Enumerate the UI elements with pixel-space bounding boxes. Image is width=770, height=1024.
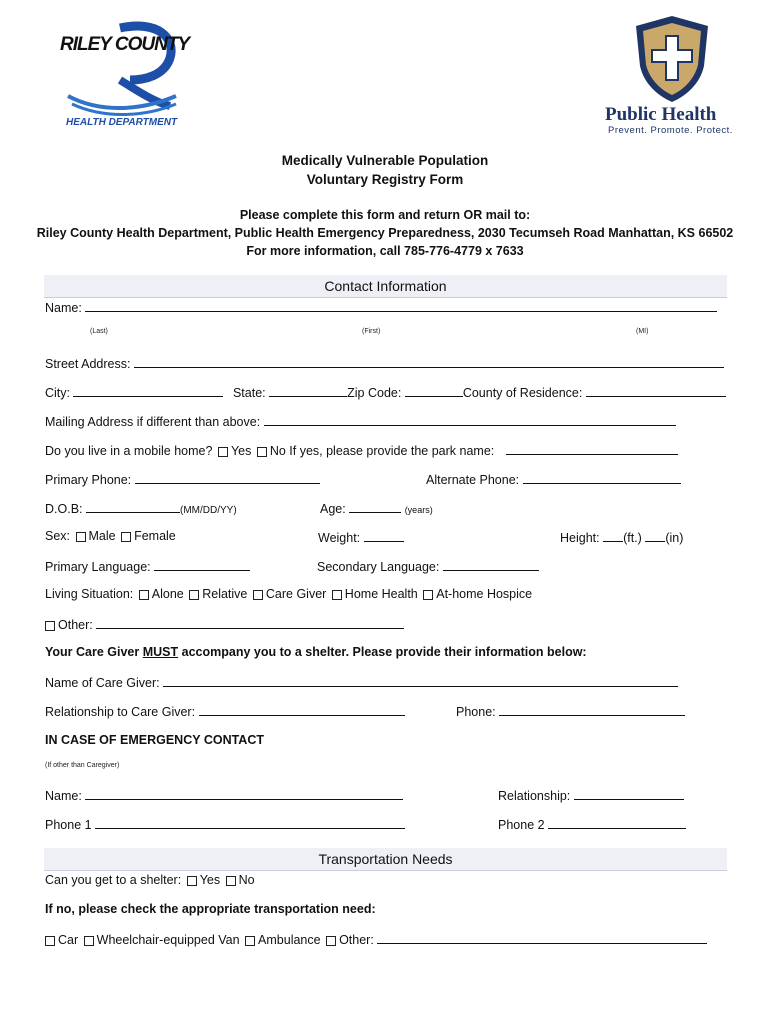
- shelter-question-row: [45, 873, 255, 887]
- male-label: Male: [88, 529, 116, 543]
- caregiver-name-field[interactable]: [163, 674, 678, 687]
- living-situation-label: Living Situation:: [45, 587, 134, 601]
- female-checkbox[interactable]: [121, 532, 131, 542]
- city-label: City:: [45, 386, 70, 400]
- public-health-shield-icon: [632, 14, 712, 104]
- living-situation-row: [45, 587, 532, 601]
- caregiver-phone-row: [456, 703, 685, 719]
- zip-label: Zip Code:: [347, 386, 402, 400]
- riley-county-logo: [58, 18, 188, 133]
- height-inches-field[interactable]: [645, 529, 665, 542]
- caregiver-relationship-row: [45, 703, 405, 719]
- age-label: Age:: [320, 502, 346, 516]
- transport-need-instruction: If no, please check the appropriate transportation need:: [45, 902, 376, 916]
- male-checkbox[interactable]: [76, 532, 86, 542]
- caregiver-name-label: Name of Care Giver:: [45, 676, 160, 690]
- inches-unit: (in): [665, 531, 684, 545]
- mobile-home-row: [45, 442, 678, 458]
- emergency-phone2-label: Phone 2: [498, 818, 545, 832]
- sex-label: Sex:: [45, 529, 71, 543]
- public-health-logo: [600, 14, 750, 139]
- caregiver-notice-must: MUST: [142, 645, 179, 659]
- caregiver-name-row: [45, 674, 678, 690]
- caregiver-notice-text-b: accompany you to a shelter. Please provide their information below:: [178, 645, 587, 659]
- street-address-field[interactable]: [134, 355, 724, 368]
- mobile-home-question: Do you live in a mobile home?: [45, 444, 213, 458]
- caregiver-notice: [45, 645, 587, 659]
- dob-field[interactable]: [86, 500, 180, 513]
- city-row: [45, 384, 726, 400]
- instructions-phone: For more information, call 785-776-4779 x 7633: [246, 244, 524, 258]
- mailing-address-label: Mailing Address if different than above:: [45, 415, 261, 429]
- mobile-yes-label: Yes: [230, 444, 252, 458]
- emergency-phone2-field[interactable]: [548, 816, 686, 829]
- shelter-no-label: No: [238, 873, 255, 887]
- first-name-caption: (First): [362, 328, 381, 335]
- state-field[interactable]: [269, 384, 347, 397]
- height-label: Height:: [560, 531, 600, 545]
- alone-checkbox[interactable]: [139, 590, 149, 600]
- county-label: County of Residence:: [462, 386, 583, 400]
- mailing-row: [45, 413, 676, 429]
- transport-other-label: Other:: [339, 933, 374, 947]
- city-field[interactable]: [73, 384, 223, 397]
- car-checkbox[interactable]: [45, 936, 55, 946]
- living-other-row: [45, 616, 404, 632]
- wheelchair-van-label: Wheelchair-equipped Van: [96, 933, 240, 947]
- home-health-checkbox[interactable]: [332, 590, 342, 600]
- shelter-yes-label: Yes: [199, 873, 221, 887]
- primary-phone-row: [45, 471, 320, 487]
- age-row: [320, 500, 433, 516]
- name-field[interactable]: [85, 299, 717, 312]
- age-field[interactable]: [349, 500, 401, 513]
- county-field[interactable]: [586, 384, 726, 397]
- feet-unit: (ft.): [623, 531, 642, 545]
- primary-language-row: [45, 558, 250, 574]
- name-row: [45, 299, 717, 315]
- weight-label: Weight:: [318, 531, 361, 545]
- age-unit: (years): [404, 505, 433, 515]
- living-other-checkbox[interactable]: [45, 621, 55, 631]
- state-label: State:: [232, 386, 266, 400]
- shelter-yes-checkbox[interactable]: [187, 876, 197, 886]
- health-department-label: HEALTH DEPARTMENT: [66, 117, 178, 128]
- public-health-title: Public Health: [605, 104, 717, 125]
- living-other-field[interactable]: [96, 616, 404, 629]
- dob-row: [45, 500, 237, 516]
- caregiver-label: Care Giver: [265, 587, 327, 601]
- transport-other-checkbox[interactable]: [326, 936, 336, 946]
- name-label: Name:: [45, 301, 82, 315]
- height-feet-field[interactable]: [603, 529, 623, 542]
- emergency-name-label: Name:: [45, 789, 82, 803]
- primary-language-label: Primary Language:: [45, 560, 151, 574]
- sex-row: [45, 529, 176, 543]
- emergency-phone1-label: Phone 1: [45, 818, 92, 832]
- park-name-field[interactable]: [506, 442, 678, 455]
- secondary-language-field[interactable]: [443, 558, 539, 571]
- weight-field[interactable]: [364, 529, 404, 542]
- street-row: [45, 355, 724, 371]
- home-health-label: Home Health: [344, 587, 418, 601]
- instructions-line-1: Please complete this form and return OR mail to:: [239, 208, 531, 222]
- ambulance-checkbox[interactable]: [245, 936, 255, 946]
- mobile-yes-checkbox[interactable]: [218, 447, 228, 457]
- ambulance-label: Ambulance: [258, 933, 321, 947]
- form-title: Medically Vulnerable Population: [281, 153, 489, 168]
- caregiver-relationship-field[interactable]: [199, 703, 405, 716]
- instructions-address: Riley County Health Department, Public Health Emergency Preparedness, 2030 Tecumseh Road Manhattan, KS 66502: [36, 226, 734, 240]
- shelter-no-checkbox[interactable]: [226, 876, 236, 886]
- relative-checkbox[interactable]: [189, 590, 199, 600]
- emergency-relationship-field[interactable]: [574, 787, 684, 800]
- zip-field[interactable]: [405, 384, 463, 397]
- form-subtitle: Voluntary Registry Form: [306, 172, 464, 187]
- alternate-phone-row: [426, 471, 681, 487]
- emergency-contact-heading: IN CASE OF EMERGENCY CONTACT: [45, 733, 264, 747]
- emergency-contact-note: (If other than Caregiver): [45, 762, 120, 769]
- riley-county-title: RILEY COUNTY: [60, 34, 190, 55]
- mobile-no-checkbox[interactable]: [257, 447, 267, 457]
- caregiver-phone-field[interactable]: [499, 703, 685, 716]
- primary-language-field[interactable]: [154, 558, 250, 571]
- mobile-no-label: No If yes, please provide the park name:: [269, 444, 495, 458]
- emergency-name-field[interactable]: [85, 787, 403, 800]
- secondary-language-label: Secondary Language:: [317, 560, 440, 574]
- caregiver-notice-text-a: Your Care Giver: [45, 645, 143, 659]
- shelter-question-label: Can you get to a shelter:: [45, 873, 182, 887]
- alternate-phone-label: Alternate Phone:: [426, 473, 520, 487]
- weight-row: [318, 529, 404, 545]
- caregiver-phone-label: Phone:: [456, 705, 496, 719]
- car-label: Car: [58, 933, 79, 947]
- emergency-relationship-label: Relationship:: [498, 789, 571, 803]
- height-row: [560, 529, 683, 545]
- alternate-phone-field[interactable]: [523, 471, 681, 484]
- relative-label: Relative: [202, 587, 248, 601]
- living-other-label: Other:: [58, 618, 93, 632]
- transportation-needs-banner: Transportation Needs: [44, 848, 727, 871]
- emergency-phone2-row: [498, 816, 686, 832]
- primary-phone-label: Primary Phone:: [45, 473, 132, 487]
- hospice-checkbox[interactable]: [423, 590, 433, 600]
- caregiver-checkbox[interactable]: [253, 590, 263, 600]
- hospice-label: At-home Hospice: [436, 587, 533, 601]
- emergency-relationship-row: [498, 787, 684, 803]
- emergency-phone1-row: [45, 816, 405, 832]
- last-name-caption: (Last): [90, 328, 108, 335]
- emergency-phone1-field[interactable]: [95, 816, 405, 829]
- contact-information-banner: Contact Information: [44, 275, 727, 298]
- mailing-address-field[interactable]: [264, 413, 676, 426]
- female-label: Female: [134, 529, 176, 543]
- public-health-tagline: Prevent. Promote. Protect.: [608, 125, 733, 136]
- wheelchair-van-checkbox[interactable]: [84, 936, 94, 946]
- emergency-name-row: [45, 787, 403, 803]
- transport-options-row: [45, 931, 707, 947]
- dob-format: (MM/DD/YY): [180, 505, 237, 516]
- mi-caption: (MI): [636, 328, 649, 335]
- street-address-label: Street Address:: [45, 357, 131, 371]
- secondary-language-row: [317, 558, 539, 574]
- caregiver-relationship-label: Relationship to Care Giver:: [45, 705, 196, 719]
- primary-phone-field[interactable]: [135, 471, 320, 484]
- dob-label: D.O.B:: [45, 502, 83, 516]
- alone-label: Alone: [151, 587, 184, 601]
- transport-other-field[interactable]: [377, 931, 707, 944]
